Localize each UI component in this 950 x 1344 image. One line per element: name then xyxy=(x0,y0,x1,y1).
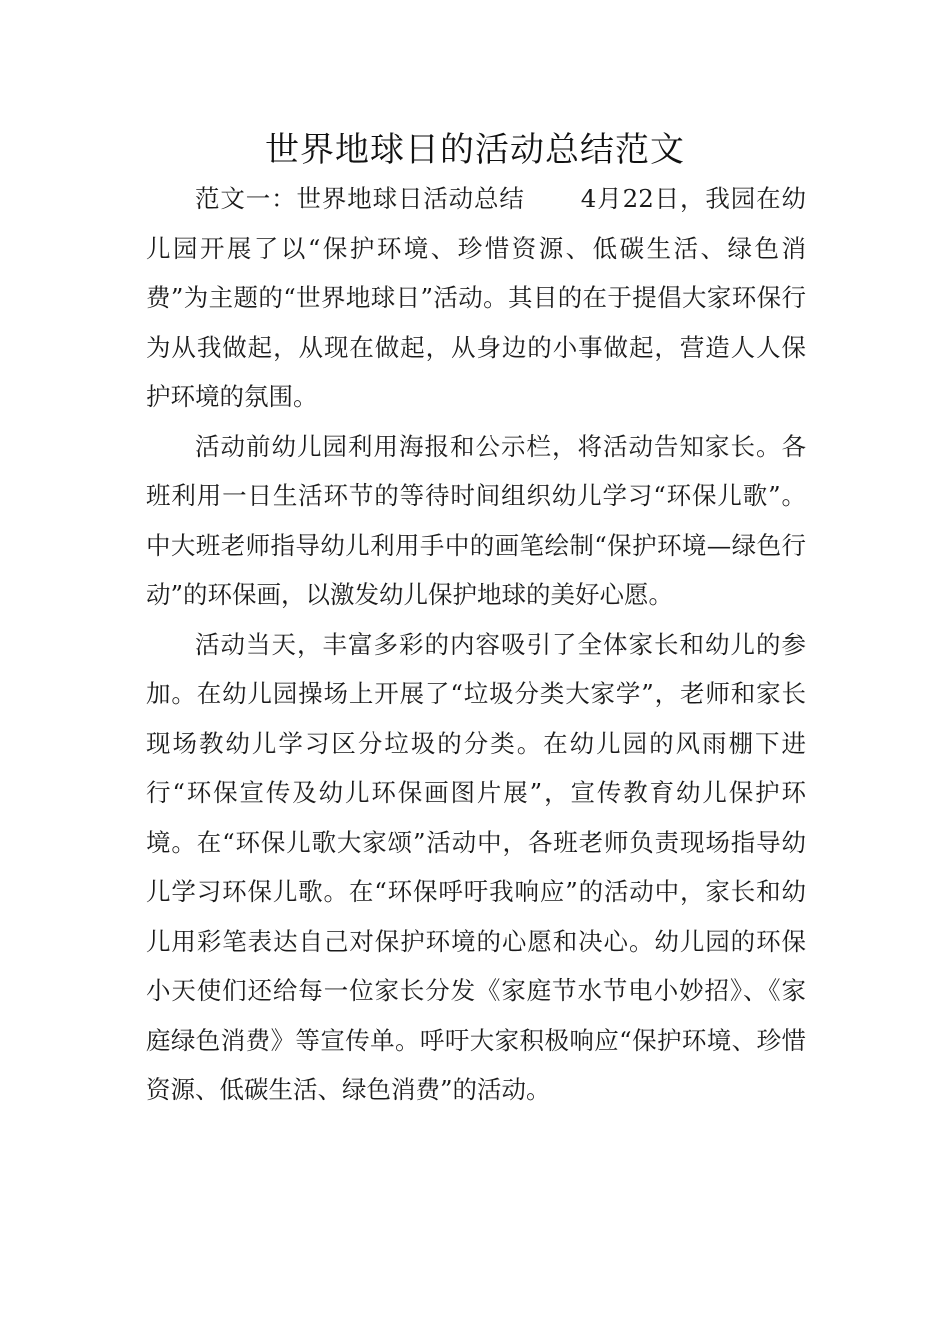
paragraph-1-text: 4月22日，我园在幼儿园开展了以“保护环境、珍惜资源、低碳生活、绿色消费”为主题的“世界地球日”活动。其目的在于提倡大家环保行为从我做起，从现在做起，从身边的小事做起，营造人人保护环境的氛围。 xyxy=(146,184,807,411)
intro-heading: 范文一：世界地球日活动总结 xyxy=(195,184,525,213)
document-title: 世界地球日的活动总结范文 xyxy=(265,130,685,170)
paragraph-3: 活动当天，丰富多彩的内容吸引了全体家长和幼儿的参加。在幼儿园操场上开展了“垃圾分类大家学”，老师和家长现场教幼儿学习区分垃圾的分类。在幼儿园的风雨棚下进行“环保宣传及幼儿环保画图片展”，宣传教育幼儿保护环境。在“环保儿歌大家颂”活动中，各班老师负责现场指导幼儿学习环保儿歌。在“环保呼吁我响应”的活动中，家长和幼儿用彩笔表达自己对保护环境的心愿和决心。幼儿园的环保小天使们还给每一位家长分发《家庭节水节电小妙招》、《家庭绿色消费》等宣传单。呼吁大家积极响应“保护环境、珍惜资源、低碳生活、绿色消费”的活动。 xyxy=(146,629,806,1104)
paragraph-2: 活动前幼儿园利用海报和公示栏，将活动告知家长。各班利用一日生活环节的等待时间组织幼儿学习“环保儿歌”。中大班老师指导幼儿利用手中的画笔绘制“保护环境—绿色行动”的环保画，以激发幼儿保护地球的美好心愿。 xyxy=(146,431,806,609)
paragraph-1 xyxy=(146,174,806,422)
document-body xyxy=(146,174,806,1115)
